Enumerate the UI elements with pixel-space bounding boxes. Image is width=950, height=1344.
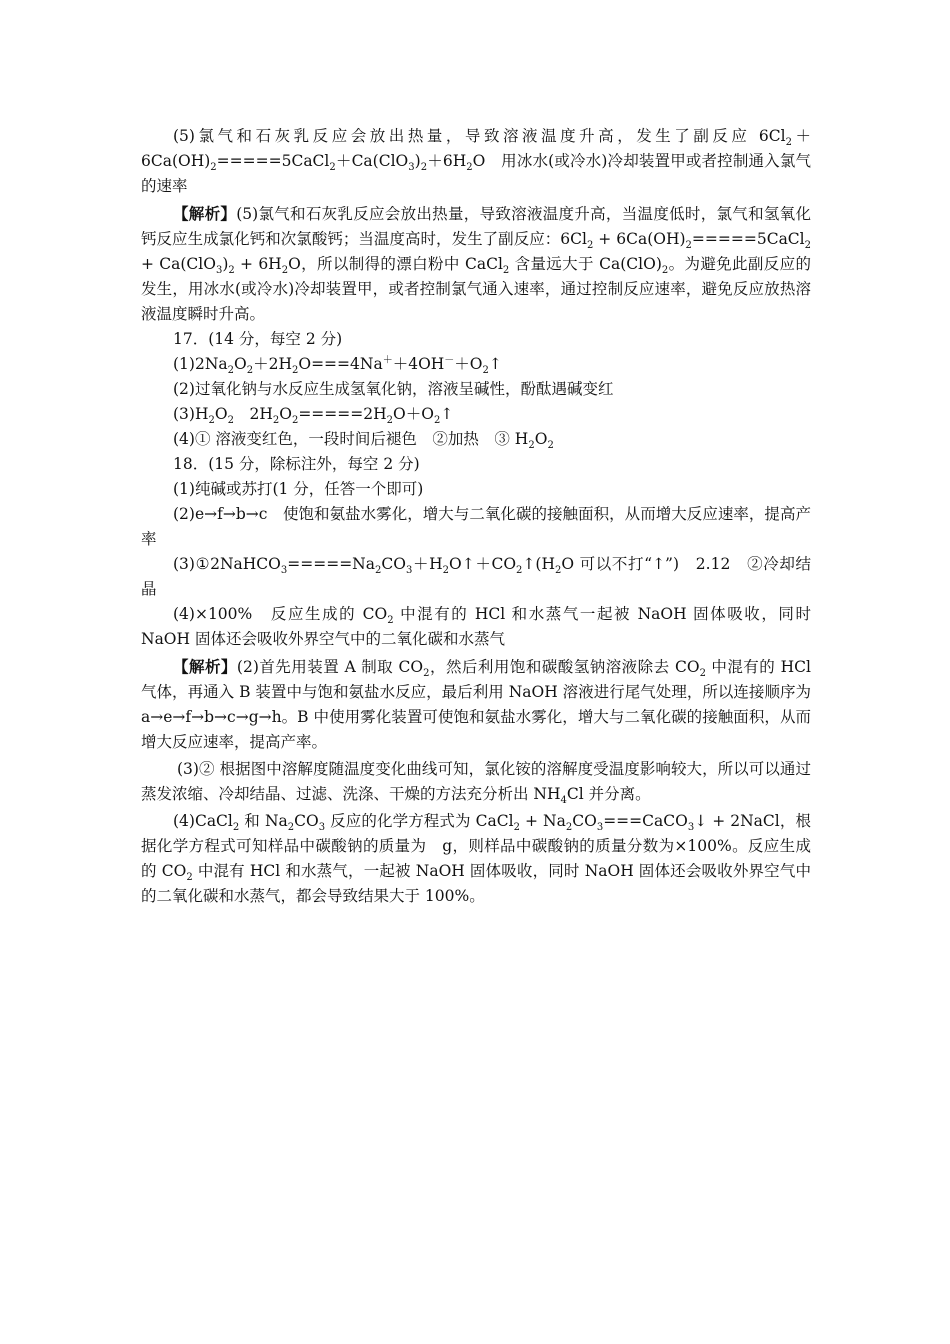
text-run: + 6H (234, 255, 282, 273)
text-run: ↑(H (522, 555, 555, 573)
text-run: ===CaCO (603, 812, 688, 830)
text-run: ＋2H (253, 355, 292, 373)
text-run: ↓ + 2NaCl，根据化学方程式可知样品中碳酸钠的质量为 g，则样品中碳酸钠的质量分数为×100%。反应生成的 CO (141, 812, 811, 880)
subscript: 2 (208, 415, 215, 427)
text-run: O 可以不打“↑”) 2.12 ②冷却结晶 (141, 555, 811, 598)
explanation-17-5 (141, 201, 811, 327)
text-run: + Ca(ClO (141, 255, 216, 273)
subscript: 4 (560, 795, 567, 807)
text-run: O (534, 430, 548, 448)
superscript: － (444, 354, 455, 366)
subscript: 3 (280, 565, 288, 577)
answer-17-5 (141, 124, 811, 199)
subscript: 2 (586, 240, 594, 252)
text-run: (1)纯碱或苏打(1 分，任答一个即可) (173, 480, 424, 498)
superscript: ＋ (382, 354, 393, 366)
text-run: ＋4OH (392, 355, 445, 373)
text-run: (2)e→f→b→c 使饱和氨盐水雾化，增大与二氧化碳的接触面积，从而增大反应速率，提高产率 (141, 505, 811, 548)
subscript: 2 (387, 615, 394, 627)
subscript: 2 (699, 668, 706, 680)
question-18-heading (141, 452, 811, 477)
subscript: 2 (227, 415, 234, 427)
text-run: 含量远大于 Ca(ClO) (509, 255, 662, 273)
subscript: 3 (405, 565, 413, 577)
subscript: 2 (228, 265, 235, 277)
text-run: 中混有 HCl 和水蒸气，一起被 NaOH 固体吸收，同时 NaOH 固体还会吸收外界空气中的二氧化碳和水蒸气，都会导致结果大于 100%。 (141, 862, 811, 905)
text-run: ＋6H (427, 152, 467, 170)
subscript: 2 (565, 822, 573, 834)
text-run: O (279, 405, 292, 423)
text-run: CO (572, 812, 597, 830)
text-run: 2H (233, 405, 273, 423)
subscript: 3 (215, 265, 223, 277)
text-run: ↑ (488, 355, 502, 373)
text-run: O↑＋CO (449, 555, 517, 573)
subscript: 2 (554, 565, 562, 577)
text-run: 18．(15 分，除标注外，每空 2 分) (173, 455, 420, 473)
explanation-18-3 (141, 757, 811, 807)
text-run: (2)过氧化钠与水反应生成氢氧化钠，溶液呈碱性，酚酞遇碱变红 (173, 380, 614, 398)
text-run: 反应的化学方程式为 CaCl (325, 812, 514, 830)
subscript: 2 (423, 668, 430, 680)
text-run: CO (381, 555, 406, 573)
text-run: Cl 并分离。 (566, 785, 651, 803)
subscript: 3 (408, 162, 415, 174)
text-run: O，所以制得的漂白粉中 CaCl (288, 255, 503, 273)
text-run: (2)首先用装置 A 制取 CO (236, 658, 424, 676)
text-run: =====2H (298, 405, 387, 423)
text-run: 中混有的 HCl 和水蒸气一起被 NaOH 固体吸收，同时 NaOH 固体还会吸收外界空气中的二氧化碳和水蒸气 (141, 605, 811, 648)
answer-17-1 (141, 352, 811, 377)
answer-text-body (141, 124, 811, 909)
text-run: + Na (519, 812, 566, 830)
answer-17-4 (141, 427, 811, 452)
text-run: ) (222, 255, 229, 273)
explanation-label: 【解析】 (173, 657, 237, 676)
subscript: 2 (516, 565, 523, 577)
text-run: (3)H (173, 405, 209, 423)
subscript: 2 (291, 415, 299, 427)
answer-18-2 (141, 502, 811, 552)
text-run: ＋6Ca(OH) (141, 127, 811, 170)
text-run: (1)2Na (173, 355, 228, 373)
subscript: 2 (232, 822, 240, 834)
text-run: O (234, 355, 247, 373)
subscript: 2 (375, 565, 382, 577)
text-run: O (214, 405, 228, 423)
text-run: 17．(14 分，每空 2 分) (173, 330, 343, 348)
subscript: 3 (596, 822, 604, 834)
subscript: 2 (281, 265, 289, 277)
text-run: (3)② 根据图中溶解度随温度变化曲线可知，氯化铵的溶解度受温度影响较大，所以可以通过蒸发浓缩、冷却结晶、过滤、洗涤、干燥的方法充分析出 NH (141, 760, 811, 803)
text-run: =====5CaCl (691, 230, 805, 248)
text-run: 和 Na (239, 812, 288, 830)
text-run: ＋H (412, 555, 443, 573)
subscript: 2 (329, 162, 336, 174)
text-run: ＋Ca(ClO (335, 152, 409, 170)
text-run: ↑ (440, 405, 454, 423)
text-run: O 用冰水(或冷水)冷却装置甲或者控制通入氯气的速率 (141, 152, 811, 195)
answer-17-3 (141, 402, 811, 427)
subscript: 2 (420, 162, 428, 174)
subscript: 2 (482, 365, 489, 377)
subscript: 3 (687, 822, 695, 834)
answer-17-2 (141, 377, 811, 402)
answer-18-1 (141, 477, 811, 502)
subscript: 2 (186, 872, 193, 884)
text-run: O===4Na (298, 355, 383, 373)
subscript: 2 (685, 240, 692, 252)
subscript: 2 (466, 162, 473, 174)
text-run: (4)CaCl (173, 812, 233, 830)
subscript: 2 (210, 162, 217, 174)
text-run: (3)①2NaHCO (173, 555, 281, 573)
text-run: O＋O (393, 405, 434, 423)
answer-18-4 (141, 602, 811, 652)
subscript: 2 (433, 415, 441, 427)
text-run: 。为避免此副反应的发生，用冰水(或冷水)冷却装置甲，或者控制氯气通入速率，通过控制反应速率，避免反应放热溶液温度瞬时升高。 (141, 255, 811, 323)
subscript: 2 (246, 365, 254, 377)
subscript: 2 (291, 365, 299, 377)
text-run: CO (294, 812, 319, 830)
text-run: (4)×100% 反应生成的 CO (173, 605, 388, 623)
text-run: =====Na (287, 555, 375, 573)
subscript: 2 (502, 265, 510, 277)
subscript: 2 (513, 822, 520, 834)
subscript: 2 (227, 365, 234, 377)
subscript: 2 (386, 415, 394, 427)
subscript: 2 (528, 440, 535, 452)
subscript: 3 (318, 822, 326, 834)
text-run: ＋O (454, 355, 483, 373)
answer-18-3 (141, 552, 811, 602)
text-run: ，然后利用饱和碳酸氢钠溶液除去 CO (429, 658, 700, 676)
text-run: 中混有的 HCl 气体，再通入 B 装置中与饱和氨盐水反应，最后利用 NaOH 溶液进行尾气处理，所以连接顺序为 a→e→f→b→c→g→h。B 中使用雾化装置可使饱和氨盐水雾化，增大与二氧化碳的接触面积，从而增大反应速率，提高产率。 (141, 658, 811, 751)
subscript: 2 (272, 415, 280, 427)
text-run: (5)氯气和石灰乳反应会放出热量，导致溶液温度升高，当温度低时，氯气和氢氧化钙反应生成氯化钙和次氯酸钙；当温度高时，发生了副反应：6Cl (141, 205, 811, 248)
explanation-label: 【解析】 (173, 204, 237, 223)
subscript: 2 (785, 137, 792, 149)
question-17-heading (141, 327, 811, 352)
subscript: 2 (547, 440, 554, 452)
subscript: 2 (287, 822, 295, 834)
explanation-18-2 (141, 654, 811, 755)
text-run: + 6Ca(OH) (593, 230, 686, 248)
subscript: 2 (804, 240, 811, 252)
text-run: ) (414, 152, 421, 170)
subscript: 2 (661, 265, 669, 277)
text-run: =====5CaCl (216, 152, 330, 170)
explanation-18-4 (141, 809, 811, 909)
text-run: (4)① 溶液变红色，一段时间后褪色 ②加热 ③ H (173, 430, 529, 448)
text-run: (5)氯气和石灰乳反应会放出热量，导致溶液温度升高，发生了副反应 6Cl (173, 127, 786, 145)
subscript: 2 (442, 565, 449, 577)
